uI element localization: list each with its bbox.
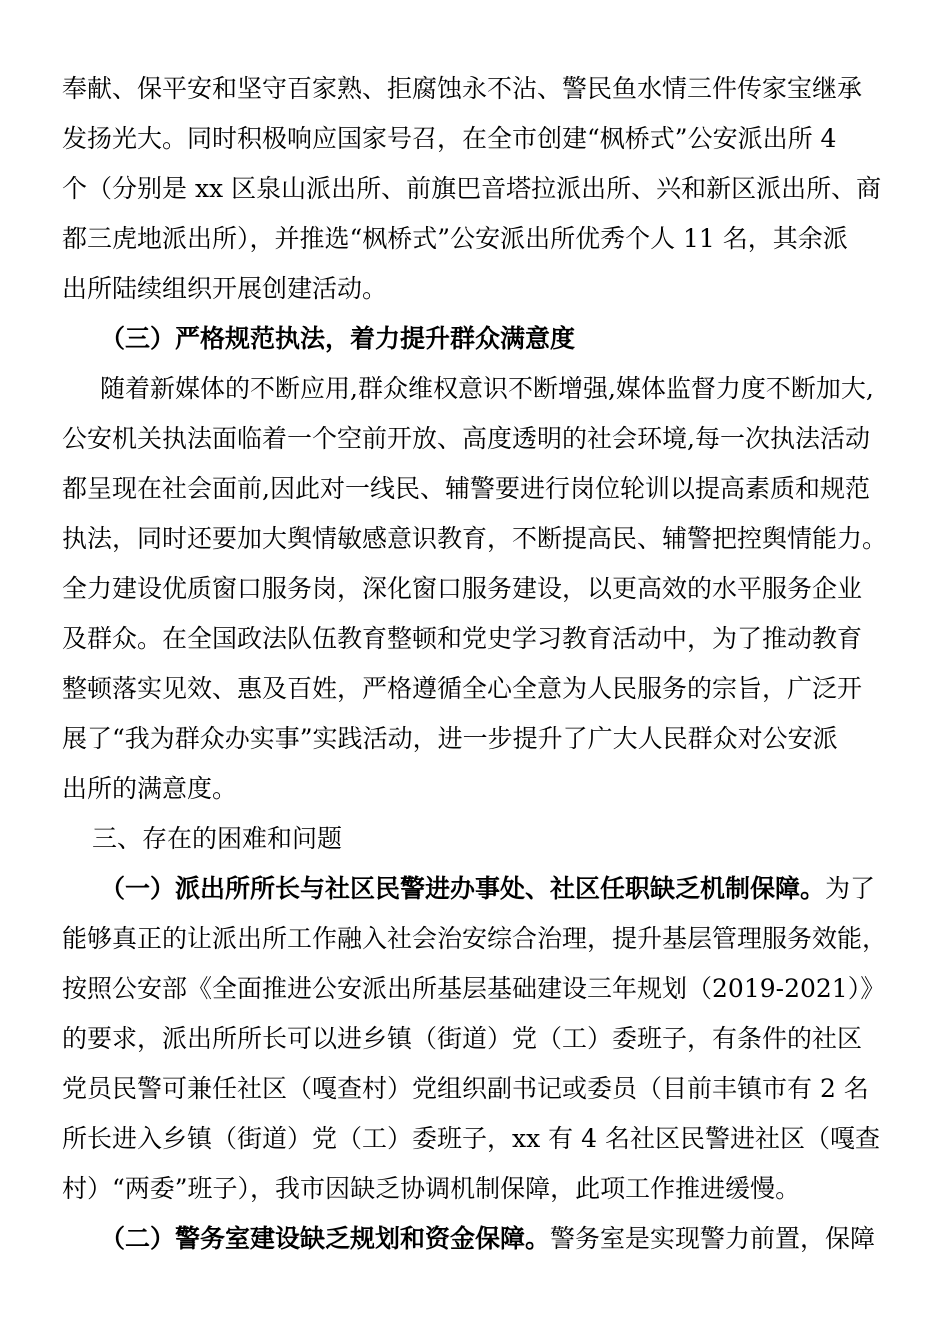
paragraph-3-line-6: 所长进入乡镇（街道）党（工）委班子，xx 有 4 名社区民警进社区（嘎查: [62, 1124, 880, 1153]
section-heading-3: （三）严格规范执法，着力提升群众满意度: [100, 324, 576, 353]
paragraph-2-line-9: 出所的满意度。: [62, 774, 238, 803]
paragraph-2-line-5: 全力建设优质窗口服务岗，深化窗口服务建设，以更高效的水平服务企业: [62, 574, 863, 603]
paragraph-2-line-3: 都呈现在社会面前,因此对一线民、辅警要进行岗位轮训以提高素质和规范: [62, 474, 870, 503]
paragraph-1-line-3: 个（分别是 xx 区泉山派出所、前旗巴音塔拉派出所、兴和新区派出所、商: [62, 174, 882, 203]
paragraph-3-line-7: 村）“两委”班子），我市因缺乏协调机制保障，此项工作推进缓慢。: [62, 1174, 801, 1203]
paragraph-1-line-4: 都三虎地派出所），并推选“枫桥式”公安派出所优秀个人 11 名，其余派: [62, 224, 848, 253]
paragraph-1-line-1: 奉献、保平安和坚守百家熟、拒腐蚀永不沾、警民鱼水情三件传家宝继承: [62, 74, 863, 103]
paragraph-3-line-1: [100, 874, 892, 904]
paragraph-4-line-1: [100, 1224, 892, 1254]
paragraph-3-line-4: 的要求，派出所所长可以进乡镇（街道）党（工）委班子，有条件的社区: [62, 1024, 863, 1053]
paragraph-4-bold-heading: （二）警务室建设缺乏规划和资金保障。: [100, 1224, 551, 1253]
paragraph-3-line-5: 党员民警可兼任社区（嘎查村）党组织副书记或委员（目前丰镇市有 2 名: [62, 1074, 869, 1103]
paragraph-2-line-7: 整顿落实见效、惠及百姓，严格遵循全心全意为人民服务的宗旨，广泛开: [62, 674, 863, 703]
paragraph-2-line-2: 公安机关执法面临着一个空前开放、高度透明的社会环境,每一次执法活动: [62, 424, 870, 453]
paragraph-2-line-4: 执法，同时还要加大舆情敏感意识教育，不断提高民、辅警把控舆情能力。: [62, 524, 888, 553]
paragraph-1-line-5: 出所陆续组织开展创建活动。: [62, 274, 388, 303]
paragraph-2-line-1: 随着新媒体的不断应用,群众维权意识不断增强,媒体监督力度不断加大,: [100, 374, 874, 403]
paragraph-2-line-6: 及群众。在全国政法队伍教育整顿和党史学习教育活动中，为了推动教育: [62, 624, 863, 653]
paragraph-3-bold-heading: （一）派出所所长与社区民警进办事处、社区任职缺乏机制保障。: [100, 874, 826, 903]
section-heading-three: 三、存在的困难和问题: [92, 824, 343, 853]
paragraph-3-line-3: 按照公安部《全面推进公安派出所基层基础建设三年规划（2019-2021）》: [62, 974, 886, 1003]
paragraph-4-line-1-rest: 警务室是实现警力前置，保障: [550, 1224, 876, 1253]
paragraph-3-line-1-rest: 为了: [825, 874, 876, 903]
paragraph-1-line-2: 发扬光大。同时积极响应国家号召，在全市创建“枫桥式”公安派出所 4: [62, 124, 837, 153]
paragraph-3-line-2: 能够真正的让派出所工作融入社会治安综合治理，提升基层管理服务效能，: [62, 924, 888, 953]
paragraph-2-line-8: 展了“我为群众办实事”实践活动，进一步提升了广大人民群众对公安派: [62, 724, 838, 753]
